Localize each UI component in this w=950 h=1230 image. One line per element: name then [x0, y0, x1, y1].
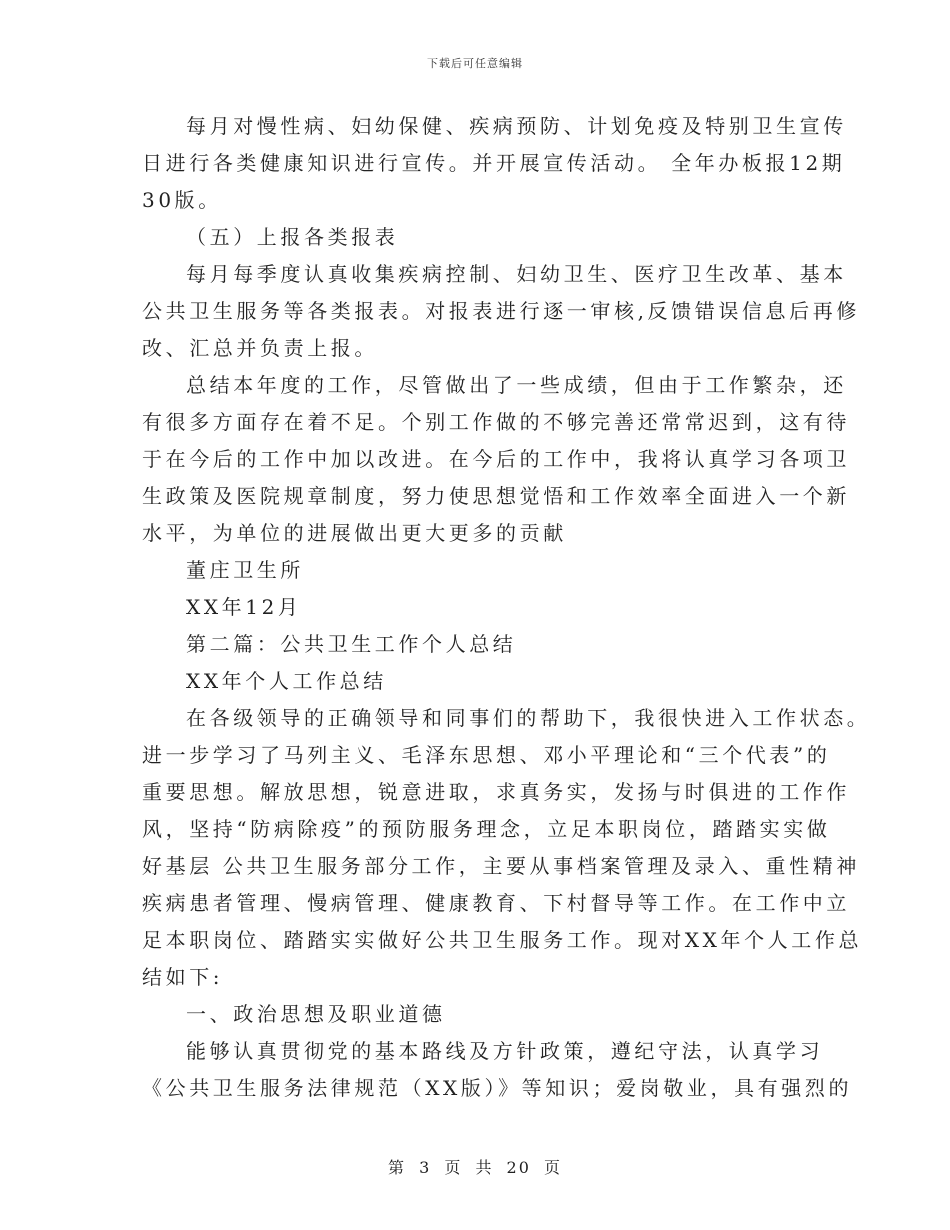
text-line: 水平，为单位的进展做出更大更多的贡献 — [142, 521, 567, 545]
text-line: XX年12月 — [186, 595, 302, 619]
text-line: 改、汇总并负责上报。 — [142, 336, 378, 360]
text-line: 每月对慢性病、妇幼保健、疾病预防、计划免疫及特别卫生宣传 — [186, 114, 847, 138]
text-line: 董庄卫生所 — [186, 558, 304, 582]
text-line: XX年个人工作总结 — [186, 669, 387, 693]
text-line: 《公共卫生服务法律规范（XX版）》等知识；爱岗敬业，具有强烈的 — [142, 1076, 853, 1100]
text-line: 一、政治思想及职业道德 — [186, 1002, 446, 1026]
text-line: 好基层 公共卫生服务部分工作，主要从事档案管理及录入、重性精神 — [142, 854, 860, 878]
text-line: 有很多方面存在着不足。个别工作做的不够完善还常常迟到，这有待 — [142, 410, 850, 434]
text-line: （五）上报各类报表 — [186, 225, 399, 249]
text-line: 能够认真贯彻党的基本路线及方针政策，遵纪守法，认真学习 — [186, 1039, 824, 1063]
text-line: 日进行各类健康知识进行宣传。并开展宣传活动。 全年办板报12期 — [142, 151, 846, 175]
page-number-footer: 第 3 页 共 20 页 — [388, 1158, 562, 1177]
text-line: 进一步学习了马列主义、毛泽东思想、邓小平理论和“三个代表”的 — [142, 743, 831, 767]
document-body — [142, 108, 871, 1107]
text-line: 第二篇：公共卫生工作个人总结 — [186, 632, 517, 656]
text-line: 疾病患者管理、慢病管理、健康教育、下村督导等工作。在工作中立 — [142, 891, 850, 915]
text-line: 30版。 — [142, 188, 222, 212]
page-header-note: 下载后可任意编辑 — [427, 57, 523, 70]
text-line: 重要思想。解放思想，锐意进取，求真务实，发扬与时俱进的工作作 — [142, 780, 850, 804]
text-line: 结如下: — [142, 965, 224, 989]
text-line: 足本职岗位、踏踏实实做好公共卫生服务工作。现对XX年个人工作总 — [142, 928, 863, 952]
text-line: 在各级领导的正确领导和同事们的帮助下，我很快进入工作状态。 — [186, 706, 871, 730]
text-line: 每月每季度认真收集疾病控制、妇幼卫生、医疗卫生改革、基本 — [186, 262, 847, 286]
text-line: 生政策及医院规章制度，努力使思想觉悟和工作效率全面进入一个新 — [142, 484, 850, 508]
text-line: 公共卫生服务等各类报表。对报表进行逐一审核,反馈错误信息后再修 — [142, 299, 860, 323]
text-line: 于在今后的工作中加以改进。在今后的工作中，我将认真学习各项卫 — [142, 447, 850, 471]
text-line: 总结本年度的工作，尽管做出了一些成绩，但由于工作繁杂，还 — [186, 373, 847, 397]
text-line: 风，坚持“防病除疫”的预防服务理念，立足本职岗位，踏踏实实做 — [142, 817, 831, 841]
